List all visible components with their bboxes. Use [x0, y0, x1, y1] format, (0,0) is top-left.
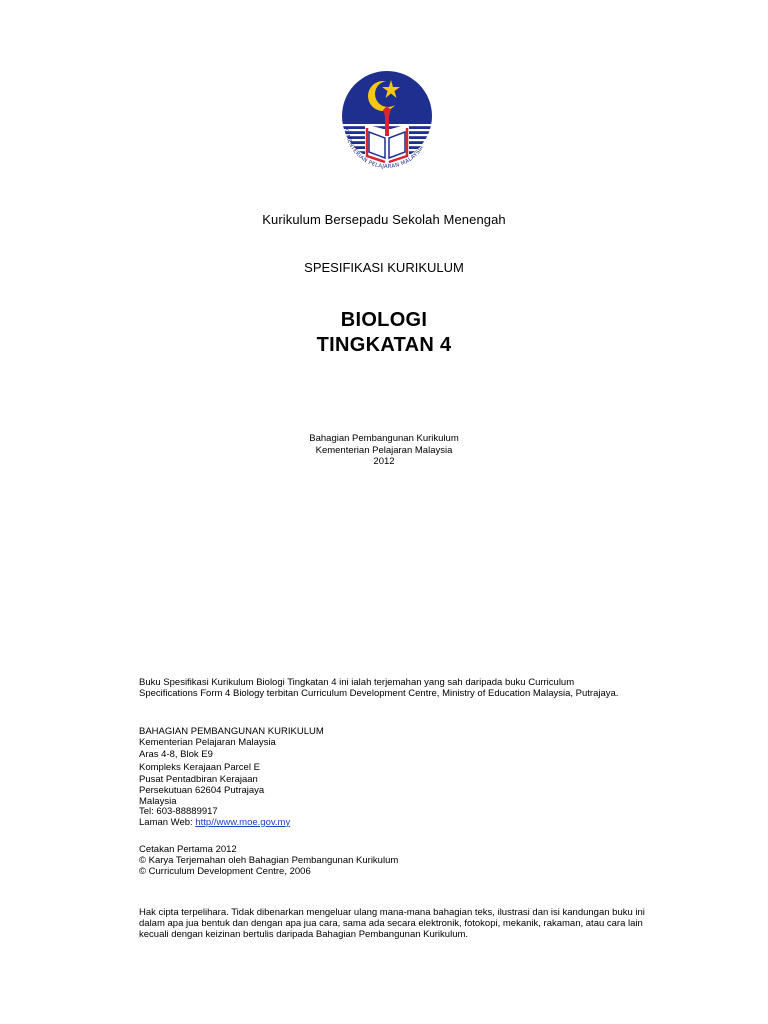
web-label: Laman Web: — [139, 816, 193, 828]
publisher-year: 2012 — [373, 456, 395, 467]
address-web — [139, 818, 739, 829]
rights-line-1: Hak cipta terpelihara. Tidak dibenarkan mengeluar ulang mana-mana bahagian teks, ilustrasi dan isi kandungan buku ini — [139, 907, 645, 918]
address-tel: Tel: 603-88889917 — [139, 806, 218, 818]
title-line-2: TINGKATAN 4 — [316, 334, 452, 356]
printing-edition: Cetakan Pertama 2012 — [139, 844, 237, 855]
rights-line-3: kecuali dengan keizinan bertulis daripada Bahagian Pembangunan Kurikulum. — [139, 929, 469, 940]
curriculum-subtitle: Kurikulum Bersepadu Sekolah Menengah — [262, 212, 506, 227]
address-complex: Kompleks Kerajaan Parcel E — [139, 761, 260, 773]
website-link[interactable]: http//www.moe.gov.my — [195, 816, 291, 828]
translation-note-line-2: Specifications Form 4 Biology terbitan Curriculum Development Centre, Ministry of Education Malaysia, Putrajaya. — [139, 688, 619, 699]
address-ministry: Kementerian Pelajaran Malaysia — [139, 736, 276, 748]
spec-label: SPESIFIKASI KURIKULUM — [304, 260, 464, 275]
rights-notice — [139, 907, 739, 940]
title-line-1: BIOLOGI — [340, 309, 428, 331]
address-org: BAHAGIAN PEMBANGUNAN KURIKULUM — [139, 726, 324, 737]
printing-block — [139, 844, 739, 877]
crest-ring-text: KEMENTERIAN PELAJARAN MALAYSIA — [343, 127, 426, 171]
translation-note — [139, 677, 739, 699]
rights-line-2: dalam apa jua bentuk dan dengan apa jua cara, sama ada secara elektronik, fotokopi, mekanik, rakaman, atau cara lain — [139, 918, 643, 929]
address-centre: Pusat Pentadbiran Kerajaan — [139, 774, 258, 786]
address-country: Malaysia — [139, 795, 177, 807]
publisher-division: Bahagian Pembangunan Kurikulum — [309, 433, 459, 444]
ministry-crest-logo — [327, 66, 447, 186]
publisher-ministry: Kementerian Pelajaran Malaysia — [315, 444, 453, 456]
address-city: Persekutuan 62604 Putrajaya — [139, 784, 265, 796]
publisher-block — [0, 433, 768, 468]
document-title — [0, 308, 768, 358]
printing-copyright-translation: © Karya Terjemahan oleh Bahagian Pembangunan Kurikulum — [139, 855, 399, 866]
address-block — [139, 727, 739, 828]
printing-copyright-original: © Curriculum Development Centre, 2006 — [139, 866, 311, 877]
translation-note-line-1: Buku Spesifikasi Kurikulum Biologi Tingkatan 4 ini ialah terjemahan yang sah daripada buku Curriculum — [139, 677, 575, 688]
address-floor: Aras 4-8, Blok E9 — [139, 749, 213, 761]
